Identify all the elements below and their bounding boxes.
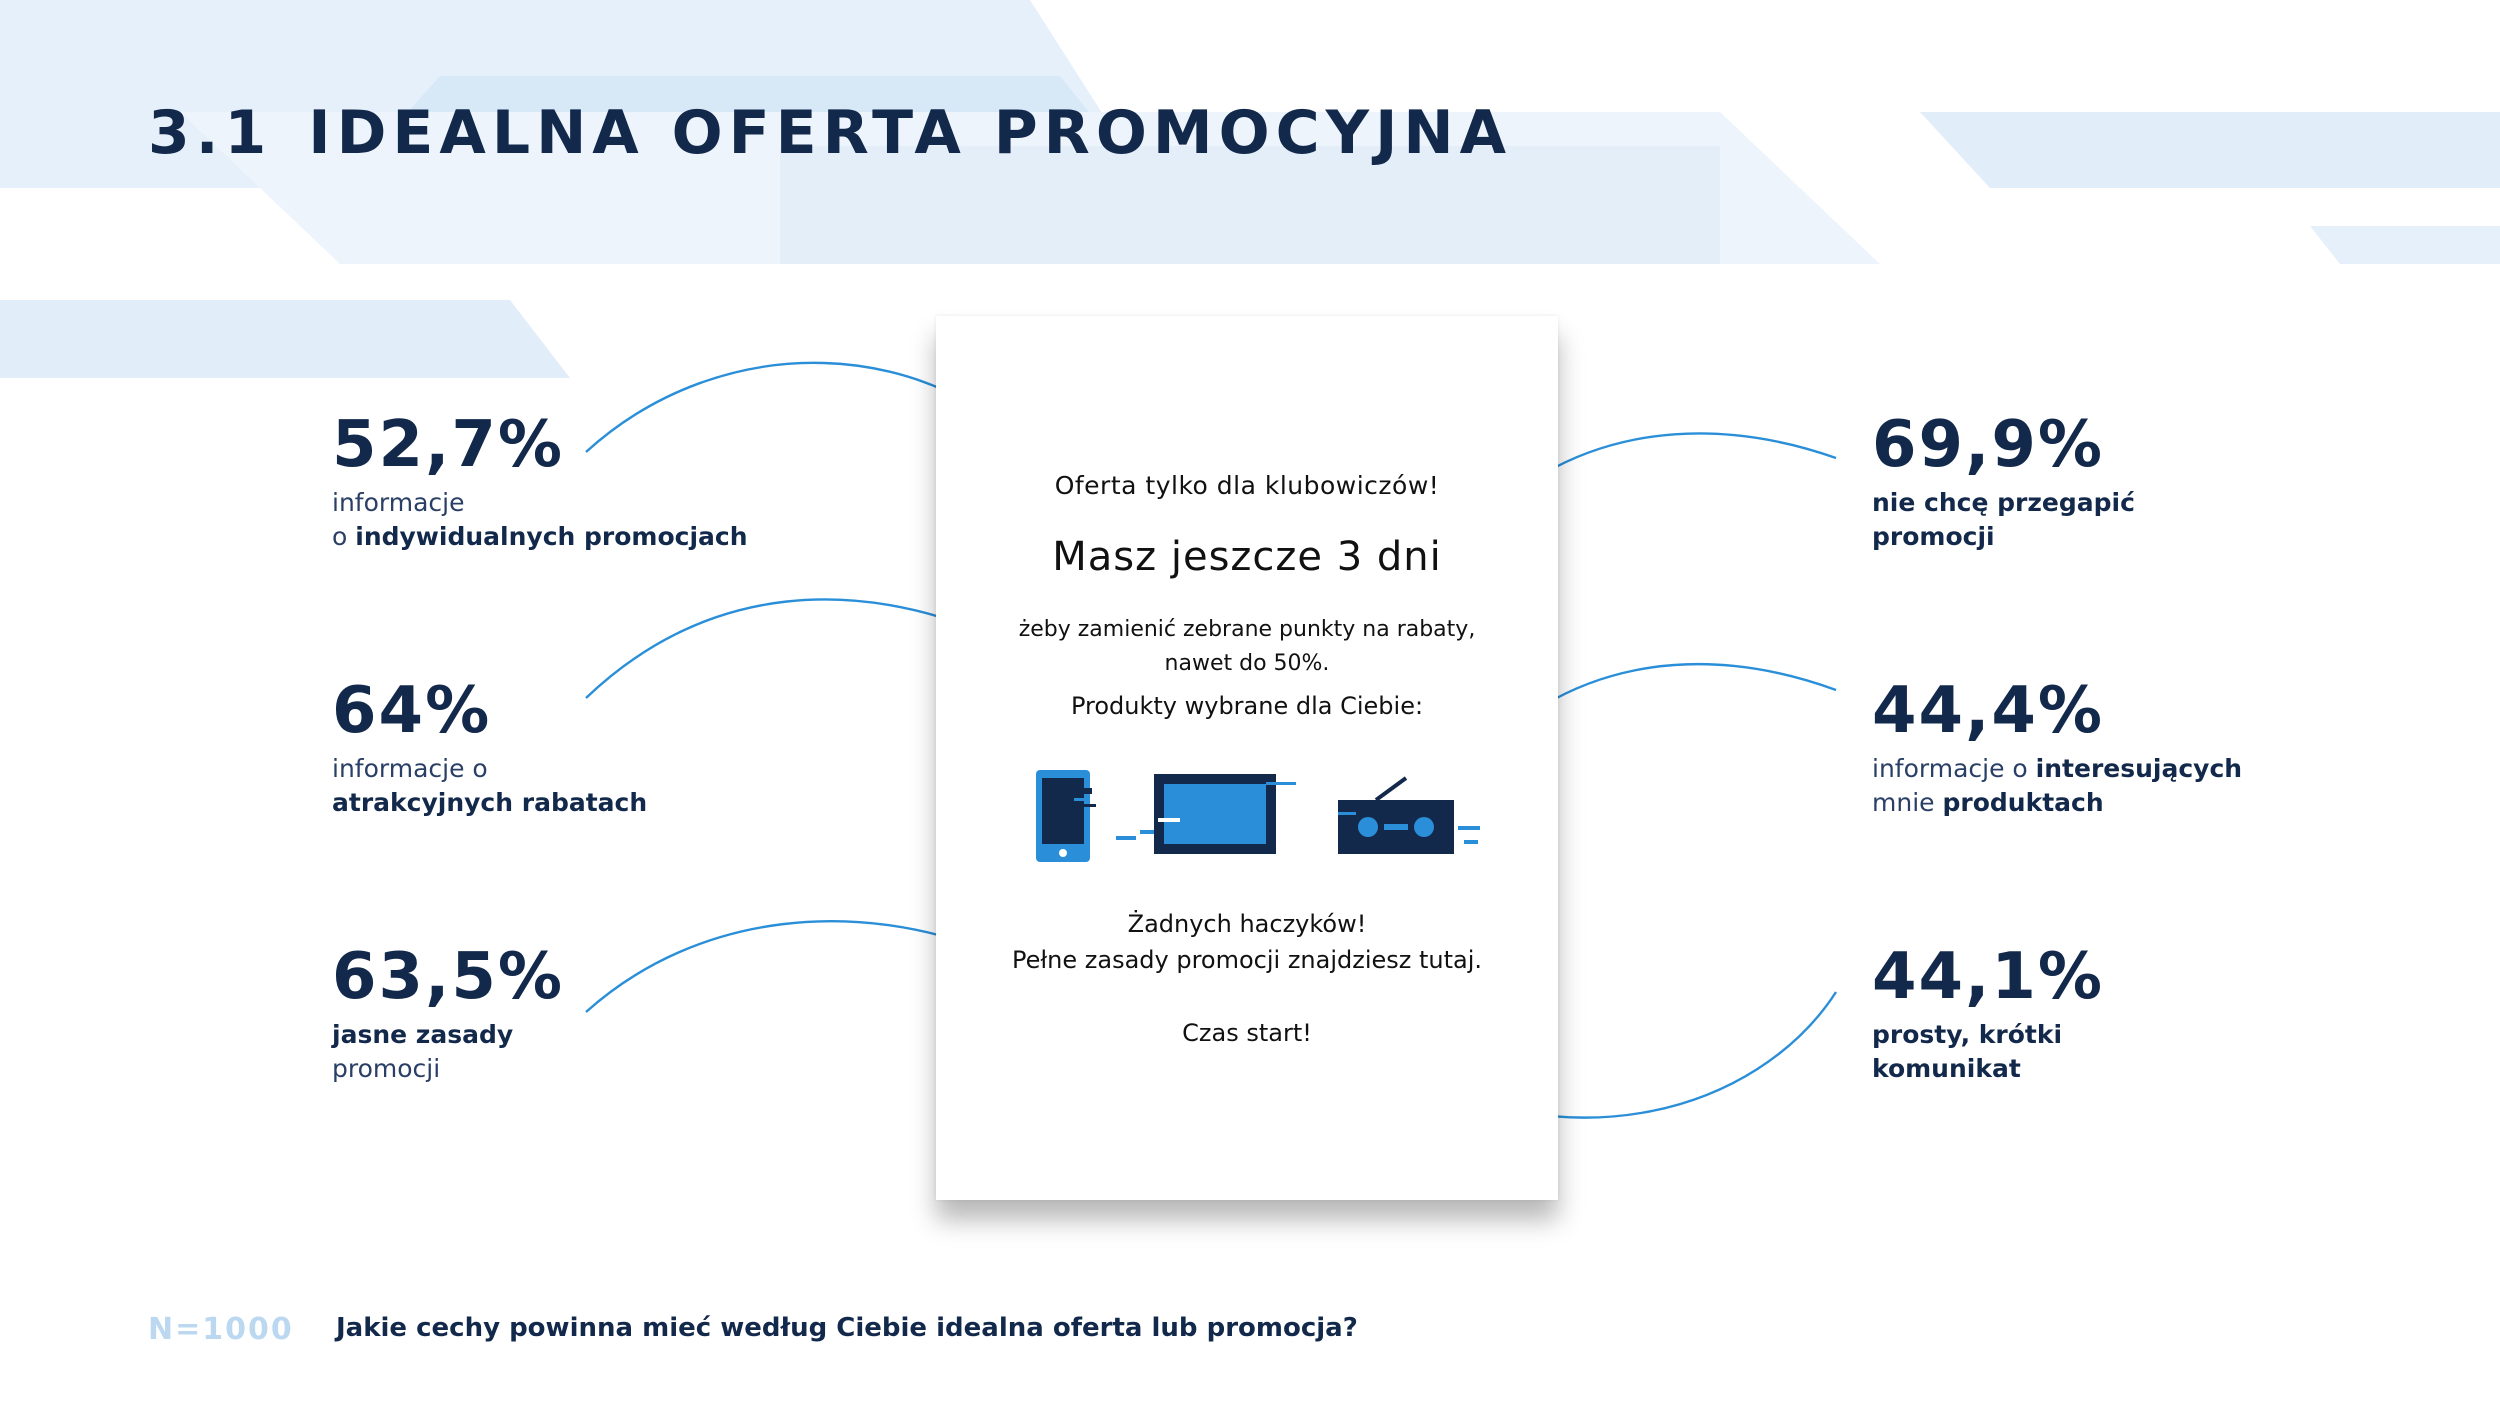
stat-value: 52,7% (332, 408, 565, 482)
stat-description: informacje o atrakcyjnych rabatach (332, 754, 648, 817)
stat-description: nie chcę przegapić promocji (1872, 488, 2135, 551)
stat-value: 44,1% (1872, 940, 2105, 1014)
stat-value: 64% (332, 674, 492, 748)
stat-short-message (1872, 942, 2104, 1086)
stat-interesting-products (1872, 676, 2242, 820)
card-headline: Masz jeszcze 3 dni (1052, 534, 1442, 580)
section-number: 3.1 (148, 98, 273, 168)
no-catch-text: Żadnych haczyków! (1127, 910, 1367, 938)
stat-attractive-discounts (332, 676, 647, 820)
card-products-label: Produkty wybrane dla Ciebie: (1070, 692, 1424, 720)
stat-description: prosty, krótki komunikat (1872, 1020, 2063, 1083)
product-icons (986, 764, 1508, 874)
stat-value: 44,4% (1872, 674, 2105, 748)
stat-value: 69,9% (1872, 408, 2105, 482)
smartphone-icon (1036, 770, 1096, 862)
offer-card (936, 316, 1558, 1200)
page-title (148, 98, 1512, 168)
stat-description: jasne zasady promocji (332, 1020, 514, 1083)
stat-individual-promotions (332, 410, 748, 554)
survey-question: Jakie cechy powinna mieć według Ciebie idealna oferta lub promocja? (336, 1313, 1358, 1343)
stat-dont-miss (1872, 410, 2135, 554)
card-cta[interactable]: Czas start! (1182, 1019, 1312, 1047)
stat-value: 63,5% (332, 940, 565, 1014)
stat-description: informacje o indywidualnych promocjach (332, 488, 748, 551)
card-body: żeby zamienić zebrane punkty na rabaty, nawet do 50%. (1018, 617, 1476, 676)
rules-link[interactable]: Pełne zasady promocji znajdziesz tutaj. (1011, 946, 1483, 974)
tv-icon (1116, 774, 1296, 854)
stat-clear-rules (332, 942, 564, 1086)
card-club-line: Oferta tylko dla klubowiczów! (1054, 471, 1440, 500)
title-text: IDEALNA OFERTA PROMOCYJNA (308, 98, 1513, 168)
radio-icon (1338, 778, 1480, 854)
sample-size: N=1000 (148, 1312, 294, 1347)
stat-description: informacje o interesujących mnie produktach (1872, 754, 2243, 817)
card-rules (936, 906, 1558, 978)
